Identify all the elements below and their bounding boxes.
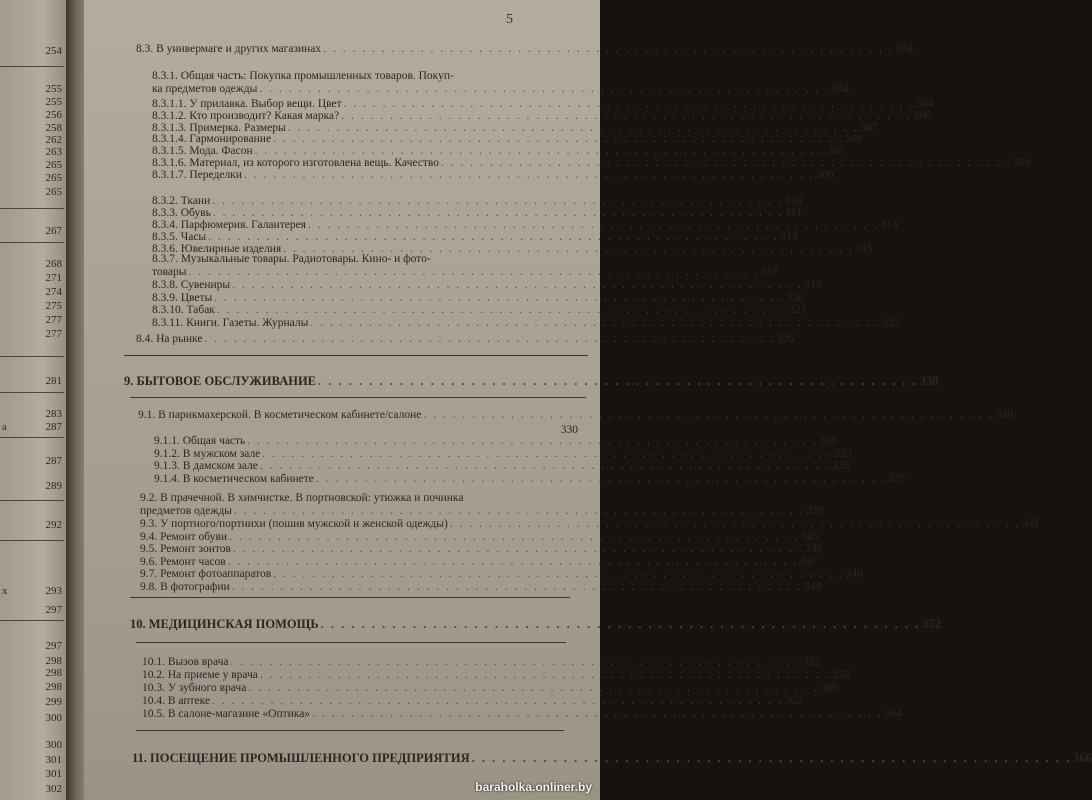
leader-dots: . . . . . . . . . . . . . . . . . . . . . . . . . . . . . . . . . . . . . . . . . . . . . . . . . . . . . . . . . . .: [232, 279, 803, 291]
toc-entry: [154, 460, 850, 473]
toc-entry-page: 345: [801, 530, 819, 543]
leader-dots: . . . . . . . . . . . . . . . . . . . . . . . . . . . . . . . . . . . . . . . . . . . . . . . . . . . . . . . . . . .: [310, 316, 881, 329]
toc-entry-title: 8.3.11. Книги. Газеты. Журналы: [152, 316, 309, 329]
toc-entry-page: 330: [560, 424, 578, 436]
toc-entry-title: 8.4. На рынке: [136, 333, 203, 345]
toc-entry-page: 347: [800, 555, 818, 568]
toc-entry: [140, 530, 819, 544]
toc-entry-title: 8.3.10. Табак: [152, 304, 215, 316]
section-rule: [130, 597, 570, 598]
toc-entry-title-line1: 8.3.1. Общая часть: Покупка промышленных товаров. Покуп-: [152, 70, 454, 82]
toc-entry-title: 8.3.1.7. Переделки: [152, 168, 242, 181]
toc-entry-title: 10.1. Вызов врача: [142, 656, 229, 668]
toc-entry-page: 308: [845, 133, 863, 146]
leader-dots: . . . . . . . . . . . . . . . . . . . . . . . . . . . . . . . . . . . . . . . . . . . . . . . . . . . . . . . . . . .: [216, 304, 788, 316]
previous-page-edge: 254 255 255 256 258 262 263 265 265 265 267 268 271 274 275 277 277 281 283 а 287 287 289 292 х 293 297 297 298 298 298 299 300 300 301 301 302: [0, 0, 72, 800]
leader-dots: . . . . . . . . . . . . . . . . . . . . . . . . . . . . . . . . . . . . . . . . . . . . . . . . . . . . . . . . . . .: [243, 168, 815, 181]
toc-entry-page: 320: [786, 291, 804, 304]
left-page-rule: [0, 356, 64, 357]
leader-dots: . . . . . . . . . . . . . . . . . . . . . . . . . . . . . . . . . . . . . . . . . . . . . . . . . . . . . . . . . . .: [273, 568, 844, 580]
chapter-heading: [132, 751, 1092, 765]
toc-entry-title-line1: 9.2. В прачечной. В химчистке. В портновской: утюжка и починка: [140, 492, 464, 504]
toc-entry-title: 11. ПОСЕЩЕНИЕ ПРОМЫШЛЕННОГО ПРЕДПРИЯТИЯ: [132, 751, 470, 765]
toc-entry-title: 9.1. В парикмахерской. В косметическом кабинете/салоне: [138, 409, 422, 421]
chapter-heading: [130, 617, 941, 631]
toc-entry-page: 306: [913, 109, 931, 122]
toc-entry-title-line2: предметов одежды: [140, 505, 232, 517]
toc-entry-title-line1: 8.3.7. Музыкальные товары. Радиотовары. Кино- и фото-: [152, 253, 431, 265]
section-rule: [124, 355, 588, 356]
leader-dots: . . . . . . . . . . . . . . . . . . . . . . . . . . . . . . . . . . . . . . . . . . . . . . . . . . . . . . . . . . .: [214, 291, 785, 304]
toc-entry-page: 333: [834, 447, 852, 460]
toc-entry-page: 326: [776, 333, 795, 345]
toc-entry-title: 10.5. В салоне-магазине «Оптика»: [142, 708, 311, 720]
toc-entry-title: 9.8. В фотографии: [140, 580, 230, 593]
toc-entry-title: 10. МЕДИЦИНСКАЯ ПОМОЩЬ: [130, 617, 319, 631]
leader-dots: . . . . . . . . . . . . . . . . . . . . . . . . . . . . . . . . . . . . . . . . . . . . . . . . . . . . . . . . . . .: [233, 505, 805, 517]
toc-entry-title: 10.4. В аптеке: [142, 695, 211, 707]
leader-dots: . . . . . . . . . . . . . . . . . . . . . . . . . . . . . . . . . . . . . . . . . . . . . . . . . . . . . . . . . . .: [212, 195, 783, 207]
toc-entry-page: 321: [789, 304, 807, 316]
toc-entry: [154, 447, 852, 461]
leader-dots: . . . . . . . . . . . . . . . . . . . . . . . . . . . . . . . . . . . . . . . . . . . . . . . . . . . . . . . . . . .: [259, 83, 830, 95]
toc-entry: [142, 708, 902, 721]
toc-entry-title: 9.1.2. В мужском зале: [154, 447, 261, 460]
toc-entry-page: 339: [806, 505, 824, 517]
leader-dots: . . . . . . . . . . . . . . . . . . . . . . . . . . . . . . . . . . . . . . . . . . . . . . . . . . . . . . . . . . .: [449, 518, 1021, 530]
toc-entry-page: 311: [785, 207, 803, 219]
watermark: baraholka.onliner.by: [475, 780, 592, 794]
leader-dots: . . . . . . . . . . . . . . . . . . . . . . . . . . . . . . . . . . . . . . . . . . . . . . . . . . . . . . . . . . .: [315, 472, 887, 485]
left-page-rule: [0, 66, 64, 67]
toc-entry-page: 337: [888, 472, 906, 485]
toc-entry-page: 322: [882, 316, 900, 329]
toc-entry-page: 308: [827, 145, 845, 158]
leader-dots: . . . . . . . . . . . . . . . . . . . . . . . . . . . . . . . . . . . . . . . . . . . . . . . . . . . . . . . . . . .: [248, 682, 819, 694]
toc-entry-title: 8.3.5. Часы: [152, 231, 207, 243]
leader-dots: . . . . . . . . . . . . . . . . . . . . . . . . . . . . . . . . . . . . . . . . . . . . . . . . . . . . . . . . . . .: [227, 555, 799, 568]
leader-dots: . . . . . . . . . . . . . . . . . . . . . . . . . . . . . . . . . . . . . . . . . . . . . . . . . . . . . . . . . . .: [323, 43, 894, 55]
toc-entry-page: 317: [760, 266, 779, 278]
toc-entry-title: 8.3.1.2. Кто производит? Какая марка?: [152, 109, 340, 122]
toc-entry-title: 10.2. На приеме у врача: [142, 669, 258, 681]
toc-entry-page: 341: [1022, 518, 1040, 530]
toc-entry-title: 8.3.6. Ювелирные изделия: [152, 243, 282, 255]
leader-dots: . . . . . . . . . . . . . . . . . . . . . . . . . . . . . . . . . . . . . . . . . . . . . . . . . . . . . . . . . . .: [343, 98, 915, 110]
toc-entry: [152, 266, 779, 279]
section-rule: [130, 397, 586, 398]
toc-entry-title: 9.5. Ремонт зонтов: [140, 543, 231, 555]
toc-entry-page: 349: [804, 580, 822, 593]
toc-entry: [140, 555, 818, 569]
leader-dots: . . . . . . . . . . . . . . . . . . . . . . . . . . . . . . . . . . . . . . . . . . . . . . . . . . . . . . . . . . .: [212, 207, 784, 219]
toc-entry-title: 9.1.3. В дамском зале: [154, 460, 258, 472]
toc-entry: [140, 505, 824, 518]
toc-entry-title: 9.1.4. В косметическом кабинете: [154, 472, 314, 485]
toc-entry-title: 8.3.3. Обувь: [152, 207, 211, 219]
leader-dots: . . . . . . . . . . . . . . . . . . . . . . . . . . . . . . . . . . . . . . . . . . . . . . . . . . . . . . . . . . .: [212, 695, 783, 707]
leader-dots: . . . . . . . . . . . . . . . . . . . . . . . . . . . . . . . . . . . . . . . . . . . . . . . . . . . . . . . . . . .: [423, 409, 994, 421]
toc-entry: [138, 409, 1013, 422]
toc-entry-page: 353: [832, 669, 850, 681]
toc-entry: [152, 83, 849, 96]
toc-entry-title: 8.3.9. Цветы: [152, 291, 213, 304]
left-page-rule: [0, 437, 64, 438]
toc-entry-title: 8.3.1.6. Материал, из которого изготовлена вещь. Качество: [152, 157, 439, 169]
toc-entry: [140, 518, 1040, 531]
toc-entry-title: 8.3.1.1. У прилавка. Выбор вещи. Цвет: [152, 98, 342, 110]
toc-entry-page: 335: [832, 460, 850, 472]
toc-entry: [140, 543, 823, 556]
section-rule: [136, 642, 566, 643]
leader-dots: . . . . . . . . . . . . . . . . . . . . . . . . . . . . . . . . . . . . . . . . . . . . . . . . . . . . . . . . . . .: [230, 656, 801, 668]
leader-dots: . . . . . . . . . . . . . . . . . . . . . . . . . . . . . . . . . . . . . . . . . . . . . . . . . . . . . . . . . . .: [188, 266, 759, 278]
toc-entry-page: 364: [884, 708, 902, 720]
left-page-mark: а: [2, 421, 7, 433]
toc-entry-title: 8.3.4. Парфюмерия. Галантерея: [152, 219, 306, 231]
leader-dots: . . . . . . . . . . . . . . . . . . . . . . . . . . . . . . . . . . . . . . . . . . . . . . . . . . . . . . . . . . .: [229, 530, 800, 543]
left-page-rule: [0, 620, 64, 621]
leader-dots: . . . . . . . . . . . . . . . . . . . . . . . . . . . . . . . . . . . . . . . . . . . . . . . . . . . . . . . . . . .: [259, 669, 831, 681]
toc-entry-title: 9.6. Ремонт часов: [140, 555, 226, 568]
toc-entry-page: 304: [916, 98, 934, 110]
toc-entry: [154, 435, 837, 448]
toc-entry-title: 8.3. В универмаге и других магазинах: [136, 43, 322, 55]
toc-entry-page: 310: [784, 195, 802, 207]
toc-entry-title: 8.3.1.4. Гармонирование: [152, 133, 272, 146]
toc-entry-title: 9.3. У портного/портнихи (пошив мужской и женской одежды): [140, 518, 448, 530]
toc-entry-page: 348: [845, 568, 863, 580]
leader-dots: . . . . . . . . . . . . . . . . . . . . . . . . . . . . . . . . . . . . . . . . . . . . . . . . . . . . . . . . . . .: [287, 121, 859, 134]
toc-entry-page: 360: [820, 682, 838, 694]
leader-dots: . . . . . . . . . . . . . . . . . . . . . . . . . . . . . . . . . . . . . . . . . . . . . . . . . . . . . . . . . . .: [283, 243, 854, 255]
toc-entry-page: 362: [784, 695, 802, 707]
leader-dots: . . . . . . . . . . . . . . . . . . . . . . . . . . . . . . . . . . . . . . . . . . . . . . . . . . . . . . . . . . .: [254, 145, 826, 158]
toc-entry: [152, 316, 900, 330]
toc-entry-title: 8.3.8. Сувениры: [152, 279, 231, 291]
left-page-rule: [0, 242, 64, 243]
toc-entry: [152, 291, 804, 305]
toc-entry-page: 309: [816, 168, 834, 181]
leader-dots: . . . . . . . . . . . . . . . . . . . . . . . . . . . . . . . . . . . . . . . . . . . . . . . . . . . . . . . . . . .: [318, 374, 918, 388]
toc-entry: [142, 695, 802, 708]
leader-dots: . . . . . . . . . . . . . . . . . . . . . . . . . . . . . . . . . . . . . . . . . . . . . . . . . . . . . . . . . . .: [259, 460, 831, 472]
leader-dots: . . . . . . . . . . . . . . . . . . . . . . . . . . . . . . . . . . . . . . . . . . . . . . . . . . . . . . . . . . .: [307, 219, 879, 231]
leader-dots: . . . . . . . . . . . . . . . . . . . . . . . . . . . . . . . . . . . . . . . . . . . . . . . . . . . . . . . . . . .: [262, 447, 833, 460]
toc-entry-title: 9. БЫТОВОЕ ОБСЛУЖИВАНИЕ: [124, 374, 317, 388]
left-page-rule: [0, 540, 64, 541]
toc-entry-page: 352: [922, 617, 941, 631]
left-page-rule: [0, 208, 64, 209]
toc-entry: [152, 168, 834, 182]
toc-entry-page: 313: [880, 219, 898, 231]
left-page-mark: х: [2, 585, 8, 597]
toc-entry-title: 8.3.2. Ткани: [152, 195, 211, 207]
leader-dots: . . . . . . . . . . . . . . . . . . . . . . . . . . . . . . . . . . . . . . . . . . . . . . . . . . . . . . . . . . .: [208, 231, 779, 243]
leader-dots: . . . . . . . . . . . . . . . . . . . . . . . . . . . . . . . . . . . . . . . . . . . . . . . . . . . . . . . . . . .: [233, 543, 804, 555]
toc-entry-page: 314: [780, 231, 798, 243]
toc-entry-title: 8.3.1.3. Примерка. Размеры: [152, 121, 286, 134]
toc-entry-page: 366: [1073, 751, 1092, 765]
toc-entry-title: 9.7. Ремонт фотоаппаратов: [140, 568, 272, 580]
toc-entry-page: 346: [805, 543, 823, 555]
toc-entry-title-line2: ка предметов одежды: [152, 83, 258, 95]
toc-entry: [152, 279, 822, 292]
toc-entry-page: 304: [895, 43, 913, 55]
toc-page: [84, 0, 1092, 800]
toc-entry-title-line2: товары: [152, 266, 187, 278]
leader-dots: . . . . . . . . . . . . . . . . . . . . . . . . . . . . . . . . . . . . . . . . . . . . . . . . . . . . . . . . . . .: [231, 580, 803, 593]
left-page-rule: [0, 392, 64, 393]
page-number: 5: [506, 12, 513, 27]
leader-dots: . . . . . . . . . . . . . . . . . . . . . . . . . . . . . . . . . . . . . . . . . . . . . . . . . . . . . . . . . . .: [204, 333, 775, 345]
leader-dots: . . . . . . . . . . . . . . . . . . . . . . . . . . . . . . . . . . . . . . . . . . . . . . . . . . . . . . . . . . .: [312, 708, 883, 720]
toc-entry-title: 9.4. Ремонт обуви: [140, 530, 228, 543]
toc-entry-title: 8.3.1.5. Мода. Фасон: [152, 145, 253, 158]
leader-dots: . . . . . . . . . . . . . . . . . . . . . . . . . . . . . . . . . . . . . . . . . . . . . . . . . . . . . . . . . . .: [247, 435, 818, 447]
chapter-heading: [124, 374, 939, 388]
toc-entry-page: 352: [802, 656, 821, 668]
toc-entry: [154, 472, 906, 486]
toc-entry-title: 10.3. У зубного врача: [142, 682, 247, 694]
toc-entry-page: 330: [819, 435, 837, 447]
leader-dots: . . . . . . . . . . . . . . . . . . . . . . . . . . . . . . . . . . . . . . . . . . . . . . . . . . . . . . . . . . .: [471, 751, 1072, 765]
toc-entry: [152, 304, 807, 317]
toc-entry: [142, 669, 850, 682]
toc-entry-title: 9.1.1. Общая часть: [154, 435, 246, 447]
toc-entry-page: 309: [1013, 157, 1031, 169]
toc-entry-page: 330: [919, 374, 939, 388]
leader-dots: . . . . . . . . . . . . . . . . . . . . . . . . . . . . . . . . . . . . . . . . . . . . . . . . . . . . . . . . . . .: [273, 133, 844, 146]
toc-entry: [140, 568, 863, 581]
leader-dots: . . . . . . . . . . . . . . . . . . . . . . . . . . . . . . . . . . . . . . . . . . . . . . . . . . . . . . . . . . .: [341, 109, 912, 122]
toc-entry: [136, 43, 913, 56]
toc-entry-page: 304: [831, 83, 849, 95]
toc-entry-page: 319: [804, 279, 822, 291]
leader-dots: . . . . . . . . . . . . . . . . . . . . . . . . . . . . . . . . . . . . . . . . . . . . . . . . . . . . . . . . . . .: [320, 617, 921, 631]
toc-entry: [142, 656, 821, 669]
left-page-rule: [0, 500, 64, 501]
toc-entry-page: 307: [860, 121, 878, 134]
toc-entry: [140, 580, 822, 594]
toc-entry: [142, 682, 838, 695]
toc-entry-page: 315: [855, 243, 873, 255]
section-rule: [136, 730, 564, 731]
leader-dots: . . . . . . . . . . . . . . . . . . . . . . . . . . . . . . . . . . . . . . . . . . . . . . . . . . . . . . . . . . .: [440, 157, 1012, 169]
toc-entry: [136, 333, 795, 346]
toc-entry-page: 330: [995, 409, 1013, 421]
